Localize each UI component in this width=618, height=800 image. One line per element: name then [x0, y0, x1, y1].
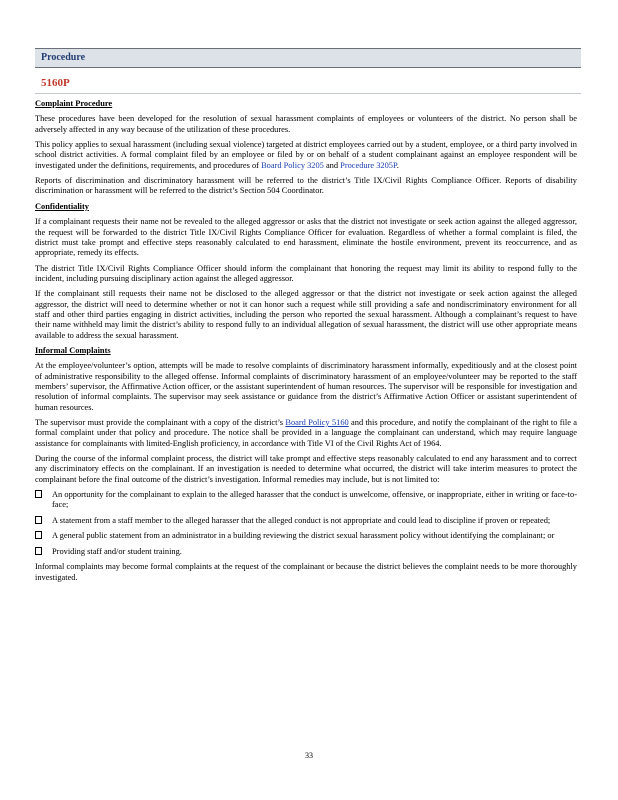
paragraph	[35, 418, 577, 449]
list-item	[35, 490, 577, 511]
section-heading-confidentiality: Confidentiality	[35, 201, 89, 211]
paragraph: The district Title IX/Civil Rights Compliance Officer should inform the complainant that honoring the request may limit its ability to respond fully to the incident, including pursuing disciplinary action against the alleged aggressor.	[35, 263, 577, 283]
paragraph: If the complainant still requests their name not be disclosed to the alleged aggressor or that the district not investigate or seek action against the alleged aggressor, the district will need to determine whether or not it can honor such a request while still providing a safe and nondiscriminatory environment for all staff and other third parties engaging in district activities, including the person who reported the sexual harassment. Although a complainant’s request to have their name withheld may limit the district’s ability to respond fully to an individual allegation of sexual harassment, the district will use other appropriate means available to address the sexual harassment.	[35, 289, 577, 340]
list-item-text: An opportunity for the complainant to explain to the alleged harasser that the conduct is unwelcome, offensive, or inappropriate, either in writing or face-to-face;	[52, 490, 577, 510]
procedure-3205p-link[interactable]: Procedure 3205P	[340, 160, 397, 170]
board-policy-5160-link[interactable]: Board Policy 5160	[285, 418, 349, 428]
paragraph	[35, 140, 577, 171]
paragraph: Informal complaints may become formal complaints at the request of the complainant or because the district believes the complaint needs to be more thoroughly investigated.	[35, 562, 577, 582]
paragraph: If a complainant requests their name not be revealed to the alleged aggressor or asks that the district not investigate or seek action against the alleged aggressor, the request will be forwarded to the district Title IX/Civil Rights Compliance Officer for evaluation. Regardless of whether a formal complaint is filed, the district must take prompt and effective steps reasonably calculated to end harassment, eliminate the hostile environment, prevent its reoccurrence, and as appropriate, remedy its effects.	[35, 217, 577, 258]
paragraph: These procedures have been developed for the resolution of sexual harassment complaints of employees or volunteers of the district. No person shall be adversely affected in any way because of the utilization of these procedures.	[35, 114, 577, 134]
paragraph-text: and this procedure, and notify the complainant of the right to file a formal complaint under that policy and procedure. The notice shall be provided in a language the complainant can understand, which may require language assistance for complainants with limited-English proficiency, in accordance with Title VI of the Civil Rights Act of 1964.	[35, 418, 577, 448]
paragraph-text: This policy applies to sexual harassment (including sexual violence) targeted at district employees carried out by a student, employee, or a third party involved in school district activities. A formal complaint filed by an employee or filed by or on behalf of a student complainant against an employee respondent will be investigated under the definitions, requirements, and procedures of	[35, 140, 577, 170]
bullet-box-icon	[35, 531, 42, 539]
procedure-code-line	[35, 73, 581, 94]
paragraph-text: The supervisor must provide the complainant with a copy of the district’s	[35, 418, 284, 428]
bullet-box-icon	[35, 547, 42, 555]
list-item-text: A statement from a staff member to the alleged harasser that the alleged conduct is not appropriate and could lead to discipline if proven or repeated;	[52, 515, 551, 525]
bullet-box-icon	[35, 490, 42, 498]
paragraph-text: .	[396, 160, 399, 170]
informal-remedies-list	[35, 490, 577, 557]
list-item-text: A general public statement from an administrator in a building reviewing the district sexual harassment policy without identifying the complainant; or	[52, 531, 555, 541]
list-item	[35, 516, 577, 526]
page-title: Procedure	[41, 52, 86, 63]
paragraph: During the course of the informal complaint process, the district will take prompt and effective steps reasonably calculated to end any harassment and to correct any discriminatory effects on the complainant. If an investigation is needed to determine what occurred, the district will take interim measures to protect the complainant before the final outcome of the district’s investigation. Informal remedies may include, but is not limited to:	[35, 454, 577, 484]
board-policy-3205-link[interactable]: Board Policy 3205	[261, 160, 324, 170]
list-item	[35, 531, 577, 541]
list-item-text: Providing staff and/or student training.	[52, 546, 182, 556]
procedure-header-bar	[35, 48, 581, 68]
page-number: 33	[305, 751, 313, 760]
section-heading-complaint-procedure: Complaint Procedure	[35, 99, 113, 108]
paragraph-text: and	[325, 160, 339, 170]
document-body	[35, 99, 577, 588]
paragraph: Reports of discrimination and discriminatory harassment will be referred to the district’s Title IX/Civil Rights Compliance Officer. Reports of disability discrimination or harassment will be referred to the district’s Section 504 Coordinator.	[35, 176, 577, 196]
procedure-code: 5160P	[41, 77, 70, 89]
bullet-box-icon	[35, 516, 42, 524]
paragraph: At the employee/volunteer’s option, attempts will be made to resolve complaints of discriminatory harassment informally, expeditiously and at the closest point of administrative responsibility to the alleged offense. Informal complaints of discriminatory harassment of an employee/volunteer may be reported to the staff members’ supervisor, the Affirmative Action officer, or the assistant superintendent of human resources. The supervisor will be responsible for investigation and resolution of informal complaints. The supervisor may seek assistance or guidance from the district’s Affirmative Action Officer or assistant superintendent of human resources.	[35, 361, 577, 412]
section-heading-informal-complaints: Informal Complaints	[35, 346, 111, 356]
list-item	[35, 547, 577, 557]
